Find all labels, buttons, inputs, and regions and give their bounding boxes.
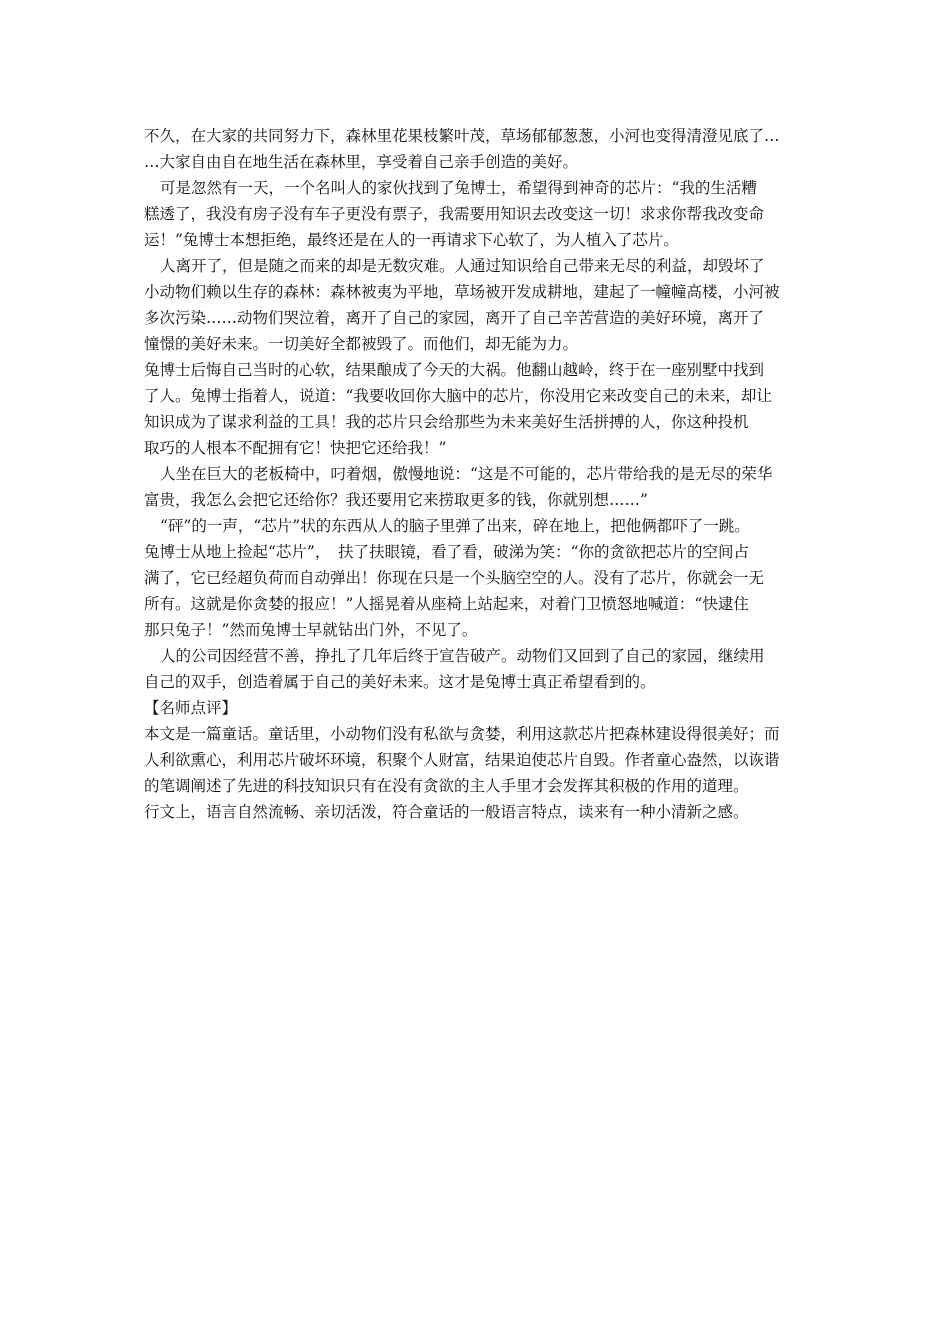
text-line: 知识成为了谋求利益的工具！我的芯片只会给那些为未来美好生活拼搏的人，你这种投机	[144, 413, 749, 431]
text-line: 取巧的人根本不配拥有它！快把它还给我！”	[144, 439, 447, 457]
text-line: 本文是一篇童话。童话里，小动物们没有私欲与贪婪，利用这款芯片把森林建设得很美好；而	[144, 725, 780, 743]
text-line: 人利欲熏心，利用芯片破坏环境，积聚个人财富，结果迫使芯片自毁。作者童心盎然，以诙谐	[144, 751, 780, 769]
paragraph	[144, 461, 808, 513]
paragraph	[144, 643, 808, 695]
text-line: 兔博士从地上捡起“芯片”， 扶了扶眼镜，看了看，破涕为笑：“你的贪欲把芯片的空间占	[144, 543, 750, 561]
text-line: 那只兔子！”然而兔博士早就钻出门外，不见了。	[144, 621, 478, 639]
text-line: 糕透了，我没有房子没有车子更没有票子，我需要用知识去改变这一切！求求你帮我改变命	[144, 205, 765, 223]
text-line: 憧憬的美好未来。一切美好全都被毁了。而他们，却无能为力。	[144, 335, 579, 353]
document-page	[144, 123, 808, 825]
text-line: “砰”的一声，“芯片”状的东西从人的脑子里弹了出来，碎在地上，把他俩都吓了一跳。	[160, 517, 750, 535]
text-line: 人离开了，但是随之而来的却是无数灾难。人通过知识给自己带来无尽的利益，却毁坏了	[160, 257, 765, 275]
text-line: 的笔调阐述了先进的科技知识只有在没有贪欲的主人手里才会发挥其积极的作用的道理。	[144, 777, 749, 795]
text-line: 不久，在大家的共同努力下，森林里花果枝繁叶茂，草场郁郁葱葱，小河也变得清澄见底了…	[144, 127, 780, 145]
text-line: …大家自由自在地生活在森林里，享受着自己亲手创造的美好。	[144, 153, 579, 171]
text-line: 所有。这就是你贪婪的报应！”人摇晃着从座椅上站起来，对着门卫愤怒地喊道：“快逮住	[144, 595, 749, 613]
paragraph	[144, 513, 808, 643]
paragraph	[144, 357, 808, 461]
paragraph	[144, 253, 808, 357]
paragraph	[144, 123, 808, 175]
text-line: 【名师点评】	[144, 699, 238, 717]
text-line: 富贵，我怎么会把它还给你？我还要用它来捞取更多的钱，你就别想……”	[144, 491, 648, 509]
text-line: 了人。兔博士指着人，说道：“我要收回你大脑中的芯片，你没用它来改变自己的未来，却让	[144, 387, 772, 405]
paragraph	[144, 695, 808, 721]
paragraph	[144, 175, 808, 253]
text-line: 多次污染……动物们哭泣着，离开了自己的家园，离开了自己辛苦营造的美好环境，离开了	[144, 309, 765, 327]
text-line: 小动物们赖以生存的森林：森林被夷为平地，草场被开发成耕地，建起了一幢幢高楼，小河被	[144, 283, 780, 301]
text-line: 行文上，语言自然流畅、亲切活泼，符合童话的一般语言特点，读来有一种小清新之感。	[144, 803, 749, 821]
text-line: 可是忽然有一天，一个名叫人的家伙找到了兔博士，希望得到神奇的芯片：“我的生活糟	[160, 179, 757, 197]
text-line: 人坐在巨大的老板椅中，叼着烟，傲慢地说：“这是不可能的，芯片带给我的是无尽的荣华	[160, 465, 773, 483]
text-line: 兔博士后悔自己当时的心软，结果酿成了今天的大祸。他翻山越岭，终于在一座别墅中找到	[144, 361, 765, 379]
text-line: 满了，它已经超负荷而自动弹出！你现在只是一个头脑空空的人。没有了芯片，你就会一无	[144, 569, 765, 587]
text-line: 人的公司因经营不善，挣扎了几年后终于宣告破产。动物们又回到了自己的家园，继续用	[160, 647, 765, 665]
text-line: 自己的双手，创造着属于自己的美好未来。这才是兔博士真正希望看到的。	[144, 673, 656, 691]
text-line: 运！”兔博士本想拒绝，最终还是在人的一再请求下心软了，为人植入了芯片。	[144, 231, 679, 249]
paragraph	[144, 721, 808, 825]
